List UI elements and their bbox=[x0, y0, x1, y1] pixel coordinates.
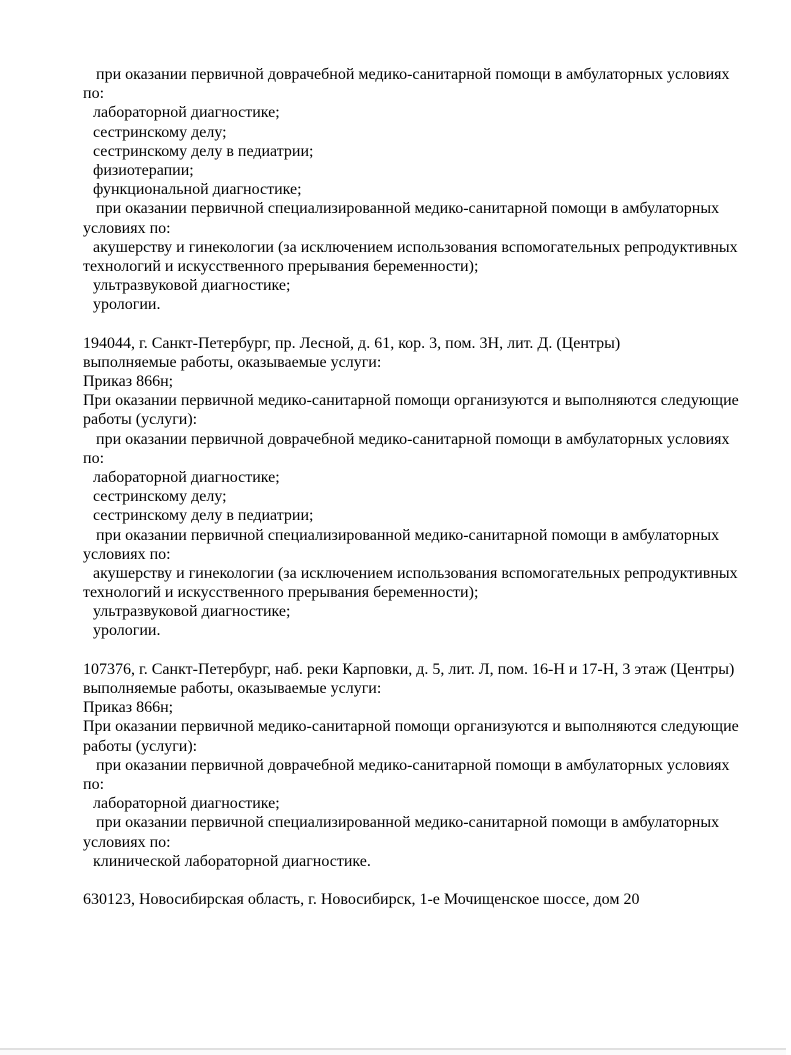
text-line: условиях по: bbox=[83, 833, 171, 851]
text-line: ультразвуковой диагностике; bbox=[93, 277, 291, 295]
text-line: выполняемые работы, оказываемые услуги: bbox=[83, 353, 382, 371]
text-line: работы (услуги): bbox=[83, 737, 198, 755]
text-line: по: bbox=[83, 85, 105, 103]
text-line: технологий и искусственного прерывания беременности); bbox=[83, 257, 479, 275]
text-line: сестринскому делу в педиатрии; bbox=[93, 507, 314, 525]
horizontal-scrollbar-edge[interactable] bbox=[0, 1048, 786, 1055]
text-line: при оказании первичной доврачебной медико-санитарной помощи в амбулаторных условиях bbox=[96, 756, 730, 774]
text-line: выполняемые работы, оказываемые услуги: bbox=[83, 680, 382, 697]
text-line: лабораторной диагностике; bbox=[93, 468, 280, 486]
text-line: ультразвуковой диагностике; bbox=[93, 603, 291, 621]
text-line: при оказании первичной специализированной медико-санитарной помощи в амбулаторных bbox=[96, 814, 720, 832]
text-line: При оказании первичной медико-санитарной помощи организуются и выполняются следующие bbox=[83, 718, 739, 736]
text-line: Приказ 866н; bbox=[83, 699, 174, 717]
address-line: 630123, Новосибирская область, г. Новосибирск, 1-е Мочищенское шоссе, дом 20 bbox=[83, 891, 640, 909]
text-line: сестринскому делу; bbox=[93, 488, 227, 506]
address-line: 107376, г. Санкт-Петербург, наб. реки Карповки, д. 5, лит. Л, пом. 16-Н и 17-Н, 3 этаж (Центры) bbox=[83, 660, 735, 678]
text-line: сестринскому делу; bbox=[93, 123, 227, 141]
text-line: работы (услуги): bbox=[83, 411, 198, 429]
text-line: сестринскому делу в педиатрии; bbox=[93, 142, 314, 160]
text-line: урологии. bbox=[93, 622, 161, 640]
text-line: по: bbox=[83, 775, 105, 793]
text-line: функциональной диагностике; bbox=[93, 181, 302, 199]
address-line: 194044, г. Санкт-Петербург, пр. Лесной, д. 61, кор. 3, пом. 3Н, лит. Д. (Центры) bbox=[83, 334, 621, 352]
text-line: условиях по: bbox=[83, 219, 171, 237]
text-line: При оказании первичной медико-санитарной помощи организуются и выполняются следующие bbox=[83, 392, 739, 410]
text-line: Приказ 866н; bbox=[83, 373, 174, 390]
text-line: при оказании первичной специализированной медико-санитарной помощи в амбулаторных bbox=[96, 526, 720, 544]
blank-line bbox=[83, 871, 791, 890]
text-line: акушерству и гинекологии (за исключением использования вспомогательных репродуктивных bbox=[93, 564, 738, 582]
text-line: урологии. bbox=[93, 296, 161, 314]
blank-line bbox=[83, 314, 791, 333]
text-line: при оказании первичной доврачебной медико-санитарной помощи в амбулаторных условиях bbox=[96, 66, 730, 83]
text-line: при оказании первичной специализированной медико-санитарной помощи в амбулаторных bbox=[96, 200, 720, 218]
text-line: по: bbox=[83, 449, 105, 467]
text-line: физиотерапии; bbox=[93, 161, 194, 179]
text-line: условиях по: bbox=[83, 545, 171, 563]
text-line: лабораторной диагностике; bbox=[93, 104, 280, 122]
license-works-and-services-text bbox=[83, 65, 791, 909]
text-line: технологий и искусственного прерывания беременности); bbox=[83, 584, 479, 602]
text-line: лабораторной диагностике; bbox=[93, 795, 280, 813]
text-line: клинической лабораторной диагностике. bbox=[93, 852, 371, 870]
blank-line bbox=[83, 641, 791, 660]
text-line: при оказании первичной доврачебной медико-санитарной помощи в амбулаторных условиях bbox=[96, 430, 730, 448]
text-line: акушерству и гинекологии (за исключением использования вспомогательных репродуктивных bbox=[93, 238, 738, 256]
